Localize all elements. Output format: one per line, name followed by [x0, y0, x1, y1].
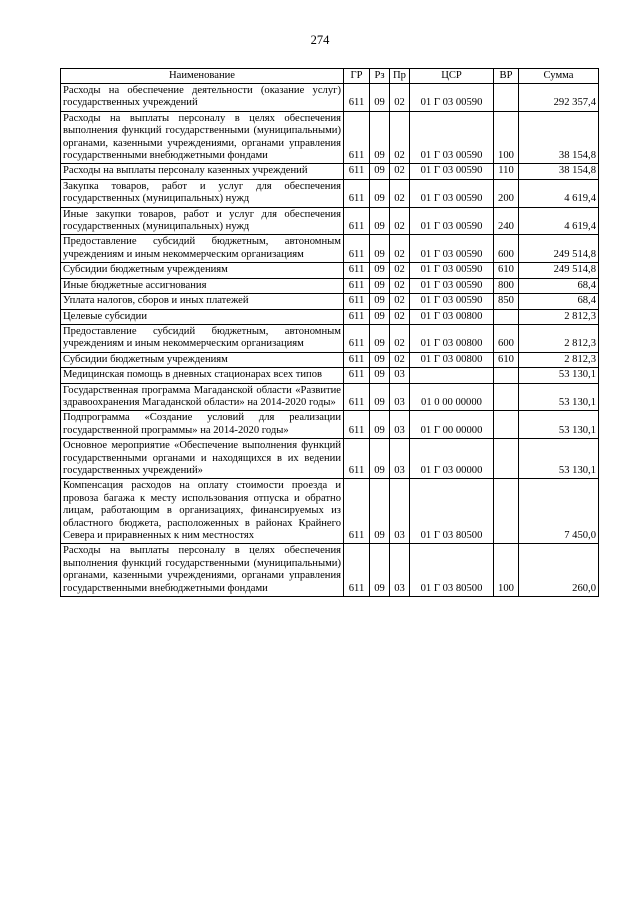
page-number: 274 — [310, 33, 330, 47]
cell-vr: 850 — [494, 294, 519, 309]
cell-vr: 100 — [494, 544, 519, 597]
cell-pr: 02 — [390, 278, 410, 293]
cell-pr: 02 — [390, 179, 410, 207]
cell-csr: 01 Г 03 00590 — [410, 164, 494, 179]
cell-vr: 110 — [494, 164, 519, 179]
cell-sum: 292 357,4 — [519, 84, 599, 112]
table-row — [61, 309, 599, 324]
cell-gr: 611 — [344, 479, 370, 544]
cell-csr: 01 Г 03 00590 — [410, 207, 494, 235]
cell-rz: 09 — [370, 309, 390, 324]
cell-name: Предоставление субсидий бюджетным, автономным учреждениям и иным некоммерческим организациям — [61, 235, 344, 263]
cell-rz: 09 — [370, 263, 390, 278]
cell-vr — [494, 84, 519, 112]
cell-gr: 611 — [344, 411, 370, 439]
cell-gr: 611 — [344, 278, 370, 293]
cell-vr — [494, 439, 519, 479]
cell-vr — [494, 368, 519, 383]
cell-gr: 611 — [344, 439, 370, 479]
cell-name: Основное мероприятие «Обеспечение выполнения функций государственными органами и находящихся в их ведении государственных учреждений» — [61, 439, 344, 479]
cell-name: Субсидии бюджетным учреждениям — [61, 263, 344, 278]
table-row — [61, 111, 599, 164]
cell-name: Уплата налогов, сборов и иных платежей — [61, 294, 344, 309]
cell-rz: 09 — [370, 368, 390, 383]
cell-name: Расходы на выплаты персоналу в целях обеспечения выполнения функций государственными (муниципальными) органами, казенными учреждениями, органами управления государственными внебюджетными фондами — [61, 544, 344, 597]
cell-csr: 01 Г 03 00590 — [410, 278, 494, 293]
cell-gr: 611 — [344, 179, 370, 207]
cell-name: Расходы на выплаты персоналу в целях обеспечения выполнения функций государственными (муниципальными) органами, казенными учреждениями, органами управления государственными внебюджетными фондами — [61, 111, 344, 164]
cell-csr — [410, 368, 494, 383]
cell-sum: 260,0 — [519, 544, 599, 597]
cell-name: Субсидии бюджетным учреждениям — [61, 352, 344, 367]
cell-csr: 01 Г 03 00800 — [410, 309, 494, 324]
cell-vr: 600 — [494, 324, 519, 352]
cell-csr: 01 Г 03 00000 — [410, 439, 494, 479]
cell-pr: 02 — [390, 207, 410, 235]
cell-rz: 09 — [370, 439, 390, 479]
cell-name: Компенсация расходов на оплату стоимости проезда и провоза багажа к месту использования отпуска и обратно лицам, работающим в организациях, финансируемых из областного бюджета, расположенных в районах Крайнего Севера и приравненных к ним местностях — [61, 479, 344, 544]
cell-vr — [494, 383, 519, 411]
cell-sum: 4 619,4 — [519, 207, 599, 235]
cell-csr: 01 0 00 00000 — [410, 383, 494, 411]
cell-name: Расходы на выплаты персоналу казенных учреждений — [61, 164, 344, 179]
cell-rz: 09 — [370, 235, 390, 263]
cell-pr: 03 — [390, 368, 410, 383]
cell-name: Закупка товаров, работ и услуг для обеспечения государственных (муниципальных) нужд — [61, 179, 344, 207]
cell-name: Расходы на обеспечение деятельности (оказание услуг) государственных учреждений — [61, 84, 344, 112]
cell-csr: 01 Г 03 00800 — [410, 352, 494, 367]
cell-vr: 600 — [494, 235, 519, 263]
cell-vr: 610 — [494, 352, 519, 367]
cell-gr: 611 — [344, 544, 370, 597]
cell-csr: 01 Г 03 00590 — [410, 111, 494, 164]
cell-csr: 01 Г 03 00590 — [410, 179, 494, 207]
cell-sum: 2 812,3 — [519, 324, 599, 352]
cell-rz: 09 — [370, 111, 390, 164]
cell-rz: 09 — [370, 324, 390, 352]
header-vr: ВР — [494, 69, 519, 84]
cell-vr: 100 — [494, 111, 519, 164]
cell-sum: 4 619,4 — [519, 179, 599, 207]
cell-csr: 01 Г 03 00590 — [410, 84, 494, 112]
header-gr: ГР — [344, 69, 370, 84]
cell-vr — [494, 479, 519, 544]
header-rz: Рз — [370, 69, 390, 84]
cell-csr: 01 Г 03 80500 — [410, 544, 494, 597]
cell-csr: 01 Г 03 80500 — [410, 479, 494, 544]
cell-sum: 68,4 — [519, 278, 599, 293]
cell-name: Предоставление субсидий бюджетным, автономным учреждениям и иным некоммерческим организациям — [61, 324, 344, 352]
cell-pr: 02 — [390, 263, 410, 278]
cell-gr: 611 — [344, 368, 370, 383]
cell-pr: 03 — [390, 439, 410, 479]
table-body — [61, 84, 599, 597]
table-row — [61, 235, 599, 263]
cell-sum: 53 130,1 — [519, 439, 599, 479]
cell-gr: 611 — [344, 263, 370, 278]
cell-rz: 09 — [370, 179, 390, 207]
cell-rz: 09 — [370, 294, 390, 309]
cell-rz: 09 — [370, 278, 390, 293]
cell-vr — [494, 309, 519, 324]
table-row — [61, 479, 599, 544]
cell-csr: 01 Г 00 00000 — [410, 411, 494, 439]
table-row — [61, 352, 599, 367]
cell-pr: 02 — [390, 294, 410, 309]
cell-sum: 7 450,0 — [519, 479, 599, 544]
header-name: Наименование — [61, 69, 344, 84]
cell-gr: 611 — [344, 294, 370, 309]
table-row — [61, 164, 599, 179]
table-row — [61, 411, 599, 439]
cell-rz: 09 — [370, 164, 390, 179]
table-row — [61, 179, 599, 207]
cell-gr: 611 — [344, 309, 370, 324]
table-row — [61, 324, 599, 352]
cell-sum: 68,4 — [519, 294, 599, 309]
cell-rz: 09 — [370, 411, 390, 439]
cell-sum: 2 812,3 — [519, 309, 599, 324]
cell-name: Государственная программа Магаданской области «Развитие здравоохранения Магаданской области» на 2014-2020 годы» — [61, 383, 344, 411]
cell-rz: 09 — [370, 383, 390, 411]
cell-pr: 02 — [390, 235, 410, 263]
budget-table — [60, 68, 599, 597]
cell-name: Медицинская помощь в дневных стационарах всех типов — [61, 368, 344, 383]
cell-rz: 09 — [370, 352, 390, 367]
cell-pr: 02 — [390, 111, 410, 164]
cell-pr: 03 — [390, 383, 410, 411]
table-header-row — [61, 69, 599, 84]
header-csr: ЦСР — [410, 69, 494, 84]
cell-csr: 01 Г 03 00590 — [410, 235, 494, 263]
table-row — [61, 383, 599, 411]
cell-gr: 611 — [344, 111, 370, 164]
cell-name: Иные бюджетные ассигнования — [61, 278, 344, 293]
cell-gr: 611 — [344, 84, 370, 112]
cell-name: Иные закупки товаров, работ и услуг для обеспечения государственных (муниципальных) нужд — [61, 207, 344, 235]
cell-sum: 249 514,8 — [519, 263, 599, 278]
cell-sum: 38 154,8 — [519, 111, 599, 164]
cell-gr: 611 — [344, 164, 370, 179]
cell-pr: 02 — [390, 324, 410, 352]
cell-pr: 03 — [390, 411, 410, 439]
cell-sum: 53 130,1 — [519, 368, 599, 383]
cell-name: Подпрограмма «Создание условий для реализации государственной программы» на 2014-2020 годы» — [61, 411, 344, 439]
cell-pr: 03 — [390, 479, 410, 544]
cell-gr: 611 — [344, 383, 370, 411]
table-row — [61, 84, 599, 112]
table-row — [61, 544, 599, 597]
cell-gr: 611 — [344, 324, 370, 352]
header-sum: Сумма — [519, 69, 599, 84]
cell-rz: 09 — [370, 207, 390, 235]
cell-pr: 02 — [390, 352, 410, 367]
cell-gr: 611 — [344, 352, 370, 367]
cell-sum: 53 130,1 — [519, 411, 599, 439]
cell-pr: 03 — [390, 544, 410, 597]
cell-vr: 200 — [494, 179, 519, 207]
cell-rz: 09 — [370, 544, 390, 597]
cell-pr: 02 — [390, 164, 410, 179]
cell-csr: 01 Г 03 00800 — [410, 324, 494, 352]
table-row — [61, 439, 599, 479]
cell-csr: 01 Г 03 00590 — [410, 263, 494, 278]
cell-sum: 249 514,8 — [519, 235, 599, 263]
cell-gr: 611 — [344, 207, 370, 235]
cell-sum: 38 154,8 — [519, 164, 599, 179]
cell-rz: 09 — [370, 479, 390, 544]
cell-pr: 02 — [390, 309, 410, 324]
cell-name: Целевые субсидии — [61, 309, 344, 324]
table-row — [61, 263, 599, 278]
cell-vr — [494, 411, 519, 439]
cell-csr: 01 Г 03 00590 — [410, 294, 494, 309]
table-row — [61, 294, 599, 309]
table-row — [61, 207, 599, 235]
cell-vr: 800 — [494, 278, 519, 293]
cell-gr: 611 — [344, 235, 370, 263]
table-row — [61, 368, 599, 383]
cell-vr: 610 — [494, 263, 519, 278]
table-row — [61, 278, 599, 293]
cell-rz: 09 — [370, 84, 390, 112]
header-pr: Пр — [390, 69, 410, 84]
cell-sum: 2 812,3 — [519, 352, 599, 367]
cell-vr: 240 — [494, 207, 519, 235]
cell-pr: 02 — [390, 84, 410, 112]
cell-sum: 53 130,1 — [519, 383, 599, 411]
